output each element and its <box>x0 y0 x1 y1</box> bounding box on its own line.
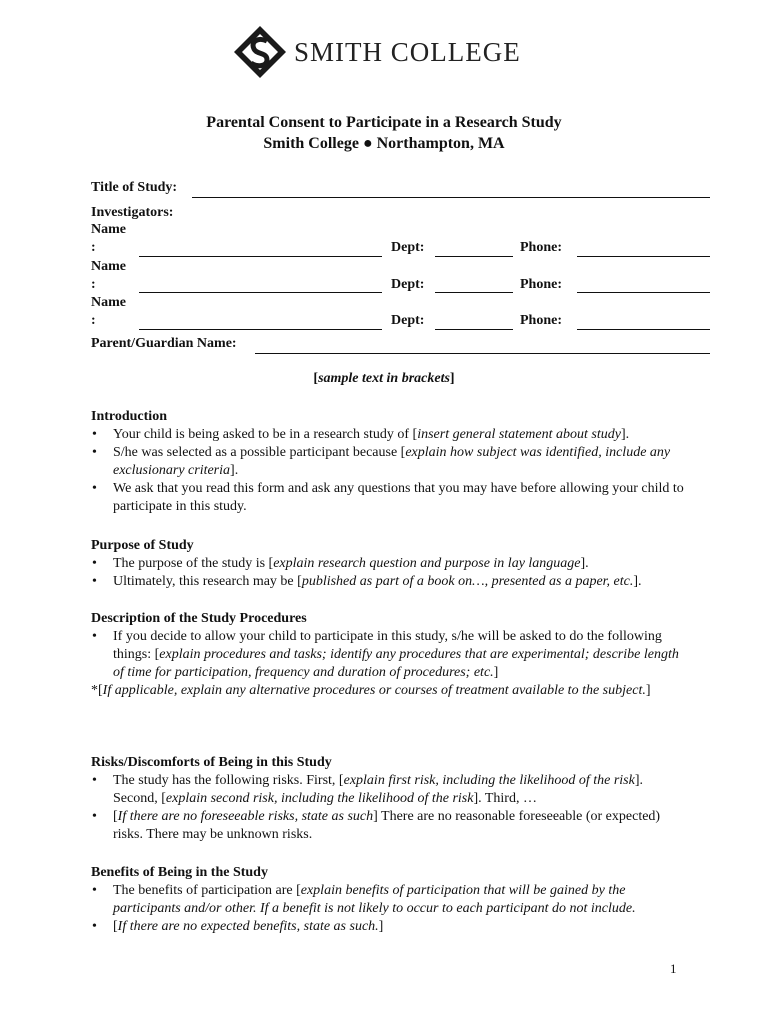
list-item: • If you decide to allow your child to participate in this study, s/he will be asked to do the following things: [explain procedures and tasks; identify any procedures that are experimental; describe length of time for participation, frequency and duration of procedures; etc.] <box>91 628 691 682</box>
name-colon: : <box>91 313 96 328</box>
investigator-1-dept-field[interactable] <box>435 256 513 257</box>
phone-label: Phone: <box>520 277 562 292</box>
name-colon: : <box>91 277 96 292</box>
list-item: • We ask that you read this form and ask any questions that you may have before allowing your child to participate in this study. <box>91 480 691 516</box>
section-heading: Purpose of Study <box>91 538 194 553</box>
investigator-3-phone-field[interactable] <box>577 329 710 330</box>
list-item: • The purpose of the study is [explain research question and purpose in lay language]. <box>91 555 691 573</box>
list-item: • The benefits of participation are [explain benefits of participation that will be gained by the participants and/or other. If a benefit is not likely to occur to each participant do not include. <box>91 882 691 918</box>
section-purpose <box>91 537 691 591</box>
section-heading: Description of the Study Procedures <box>91 611 307 626</box>
investigators-label: Investigators: <box>91 205 174 220</box>
phone-label: Phone: <box>520 313 562 328</box>
name-label: Name <box>91 259 126 274</box>
title-of-study-label: Title of Study: <box>91 180 178 195</box>
college-logo <box>232 24 524 80</box>
list-item: • [If there are no expected benefits, state as such.] <box>91 918 691 936</box>
phone-label: Phone: <box>520 240 562 255</box>
alternative-procedures-note: *[If applicable, explain any alternative procedures or courses of treatment available to the subject.] <box>91 683 651 698</box>
title-of-study-field[interactable] <box>192 197 710 198</box>
investigator-1-phone-field[interactable] <box>577 256 710 257</box>
name-label: Name <box>91 222 126 237</box>
investigator-2-dept-field[interactable] <box>435 292 513 293</box>
college-seal-icon <box>232 24 288 80</box>
dept-label: Dept: <box>391 240 425 255</box>
section-heading: Benefits of Being in the Study <box>91 865 268 880</box>
section-heading: Risks/Discomforts of Being in this Study <box>91 755 332 770</box>
name-label: Name <box>91 295 126 310</box>
sample-text-note: [sample text in brackets] <box>313 371 455 386</box>
logo-wordmark: SMITH COLLEGE <box>294 36 521 67</box>
list-item: • The study has the following risks. First, [explain first risk, including the likelihood of the risk]. Second, [explain second risk, including the likelihood of the risk]. Third, … <box>91 772 691 808</box>
name-colon: : <box>91 240 96 255</box>
document-title: Parental Consent to Participate in a Research Study <box>206 114 562 131</box>
list-item: • [If there are no foreseeable risks, state as such] There are no reasonable foreseeable (or expected) risks. There may be unknown risks. <box>91 808 691 844</box>
section-procedures <box>91 610 691 700</box>
page-number: 1 <box>670 961 677 976</box>
guardian-name-label: Parent/Guardian Name: <box>91 336 237 351</box>
section-risks <box>91 754 691 844</box>
list-item: • Your child is being asked to be in a research study of [insert general statement about study]. <box>91 426 691 444</box>
investigator-1-name-field[interactable] <box>139 256 382 257</box>
section-benefits <box>91 864 691 936</box>
investigator-2-name-field[interactable] <box>139 292 382 293</box>
document-subtitle: Smith College ● Northampton, MA <box>263 135 505 152</box>
section-introduction <box>91 408 691 516</box>
list-item: • Ultimately, this research may be [published as part of a book on…, presented as a paper, etc.]. <box>91 573 691 591</box>
investigator-2-phone-field[interactable] <box>577 292 710 293</box>
investigator-3-dept-field[interactable] <box>435 329 513 330</box>
section-heading: Introduction <box>91 409 167 424</box>
investigator-3-name-field[interactable] <box>139 329 382 330</box>
list-item: • S/he was selected as a possible participant because [explain how subject was identified, include any exclusionary criteria]. <box>91 444 691 480</box>
dept-label: Dept: <box>391 277 425 292</box>
guardian-name-field[interactable] <box>255 353 710 354</box>
dept-label: Dept: <box>391 313 425 328</box>
